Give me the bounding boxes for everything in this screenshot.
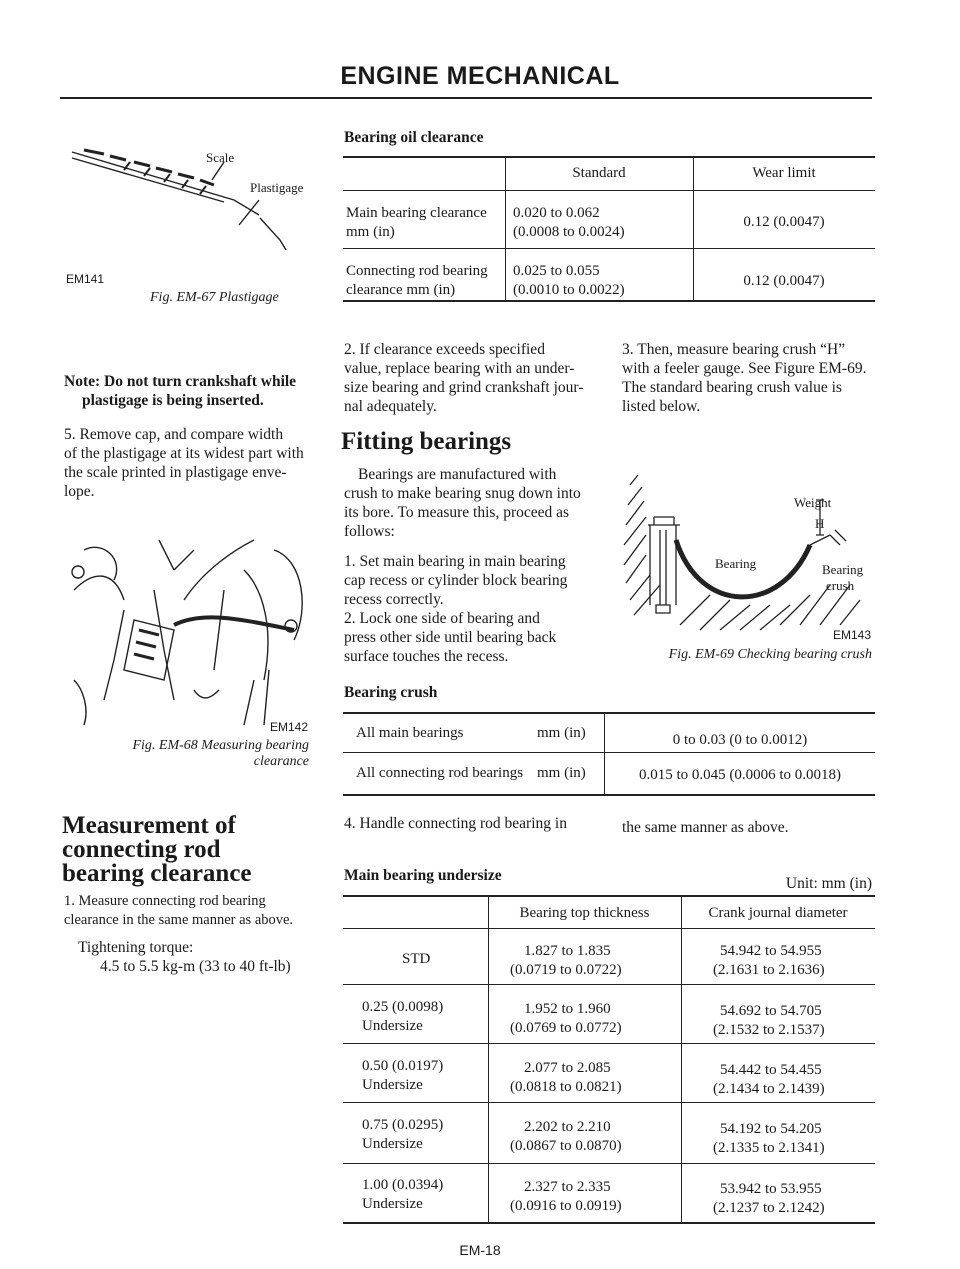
torque-value: 4.5 to 5.5 kg-m (33 to 40 ft-lb) bbox=[100, 958, 291, 975]
plastigage-figure bbox=[64, 140, 314, 290]
fitting-step-line: surface touches the recess. bbox=[344, 648, 509, 665]
row-rod-unit: clearance mm (in) bbox=[346, 282, 456, 298]
bearing-crush-label: Bearing bbox=[822, 562, 864, 577]
col-header-standard: Standard bbox=[572, 165, 626, 181]
scale-label: Scale bbox=[206, 150, 235, 165]
fitting-step-line: press other side until bearing back bbox=[344, 629, 557, 646]
undersize-row-journal-in: (2.1631 to 2.1636) bbox=[713, 962, 825, 978]
measurement-step-1-line: clearance in the same manner as above. bbox=[64, 912, 294, 928]
fig-caption-em69: Fig. EM-69 Checking bearing crush bbox=[668, 647, 872, 662]
table-rule bbox=[488, 895, 489, 1224]
table-rule bbox=[343, 248, 875, 249]
header-rule bbox=[60, 97, 872, 99]
crush-rod-unit: mm (in) bbox=[537, 765, 586, 781]
row-rod-name: Connecting rod bearing bbox=[346, 263, 488, 279]
table-rule bbox=[343, 1163, 875, 1164]
measurement-step-1-line: 1. Measure connecting rod bearing bbox=[64, 893, 266, 909]
fig-caption-em68-line2: clearance bbox=[253, 754, 309, 769]
oil-clearance-title: Bearing oil clearance bbox=[344, 129, 484, 146]
fitting-intro-line: its bore. To measure this, proceed as bbox=[344, 504, 570, 521]
step-5-line: 5. Remove cap, and compare width bbox=[64, 426, 284, 443]
undersize-row-size: STD bbox=[402, 951, 431, 967]
table-rule bbox=[343, 928, 875, 929]
undersize-row-size: 0.75 (0.0295) bbox=[362, 1117, 444, 1133]
crush-rod-name: All connecting rod bearings bbox=[356, 765, 524, 781]
bearing-crush-figure bbox=[620, 465, 875, 645]
step-3-line: listed below. bbox=[622, 398, 701, 415]
undersize-row-journal: 54.192 to 54.205 bbox=[720, 1121, 822, 1137]
undersize-row-journal: 53.942 to 53.955 bbox=[720, 1181, 822, 1197]
undersize-row-thickness-in: (0.0867 to 0.0870) bbox=[510, 1138, 622, 1154]
undersize-row-journal: 54.692 to 54.705 bbox=[720, 1003, 822, 1019]
note-line-2: plastigage is being inserted. bbox=[82, 392, 264, 409]
row-rod-standard-in: (0.0010 to 0.0022) bbox=[513, 282, 625, 298]
measurement-heading-line: Measurement of bbox=[62, 812, 236, 839]
crush-main-name: All main bearings bbox=[356, 725, 464, 741]
undersize-row-size: 0.25 (0.0098) bbox=[362, 999, 444, 1015]
fitting-steps bbox=[344, 552, 590, 666]
step-5-line: lope. bbox=[64, 483, 95, 500]
page-number: EM-18 bbox=[459, 1242, 501, 1258]
fig-caption-em67: Fig. EM-67 Plastigage bbox=[150, 290, 279, 305]
fitting-step-line: 2. Lock one side of bearing and bbox=[344, 610, 540, 627]
table-rule bbox=[343, 156, 875, 158]
measurement-heading-line: connecting rod bbox=[62, 836, 221, 863]
bearing-label: Bearing bbox=[715, 556, 757, 571]
step-4-right: the same manner as above. bbox=[622, 819, 789, 836]
undersize-row-journal-in: (2.1335 to 2.1341) bbox=[713, 1140, 825, 1156]
undersize-row-thickness-in: (0.0719 to 0.0722) bbox=[510, 962, 622, 978]
undersize-row-label: Undersize bbox=[362, 1136, 423, 1152]
fitting-bearings-heading: Fitting bearings bbox=[341, 428, 512, 455]
undersize-row-journal: 54.442 to 54.455 bbox=[720, 1062, 822, 1078]
row-main-name: Main bearing clearance bbox=[346, 205, 487, 221]
undersize-row-thickness: 2.077 to 2.085 bbox=[524, 1060, 611, 1076]
step-3-paragraph bbox=[622, 340, 872, 416]
row-main-standard: 0.020 to 0.062 bbox=[513, 205, 600, 221]
plastigage-label: Plastigage bbox=[250, 180, 304, 195]
step-5-line: of the plastigage at its widest part with bbox=[64, 445, 304, 462]
table-rule bbox=[343, 1102, 875, 1103]
bearing-crush-title: Bearing crush bbox=[344, 684, 438, 701]
row-main-wear: 0.12 (0.0047) bbox=[743, 214, 825, 230]
col-header-journal: Crank journal diameter bbox=[708, 905, 848, 921]
table-rule bbox=[343, 712, 875, 714]
undersize-title: Main bearing undersize bbox=[344, 867, 502, 884]
fitting-intro-line: Bearings are manufactured with bbox=[358, 466, 557, 483]
table-rule bbox=[343, 1043, 875, 1044]
weight-label: Weight bbox=[794, 495, 832, 510]
undersize-row-thickness-in: (0.0818 to 0.0821) bbox=[510, 1079, 622, 1095]
measuring-bearing-figure bbox=[64, 530, 314, 730]
step-2-line: size bearing and grind crankshaft jour- bbox=[344, 379, 584, 396]
undersize-row-label: Undersize bbox=[362, 1018, 423, 1034]
note-line-1: Note: Do not turn crankshaft while bbox=[64, 373, 297, 390]
col-header-wear-limit: Wear limit bbox=[752, 165, 816, 181]
row-main-standard-in: (0.0008 to 0.0024) bbox=[513, 224, 625, 240]
table-rule bbox=[343, 190, 875, 191]
step-5-paragraph bbox=[64, 425, 309, 501]
step-3-line: with a feeler gauge. See Figure EM-69. bbox=[622, 360, 867, 377]
fig-code-em142: EM142 bbox=[270, 720, 309, 734]
table-rule bbox=[343, 895, 875, 897]
step-4-left: 4. Handle connecting rod bearing in bbox=[344, 815, 567, 832]
row-rod-wear: 0.12 (0.0047) bbox=[743, 273, 825, 289]
step-2-line: value, replace bearing with an under- bbox=[344, 360, 575, 377]
undersize-row-journal-in: (2.1434 to 2.1439) bbox=[713, 1081, 825, 1097]
row-main-unit: mm (in) bbox=[346, 224, 395, 240]
undersize-row-journal: 54.942 to 54.955 bbox=[720, 943, 822, 959]
fitting-step-line: recess correctly. bbox=[344, 591, 444, 608]
undersize-row-thickness: 2.327 to 2.335 bbox=[524, 1179, 611, 1195]
undersize-row-journal-in: (2.1237 to 2.1242) bbox=[713, 1200, 825, 1216]
crush-main-unit: mm (in) bbox=[537, 725, 586, 741]
measurement-step-1 bbox=[64, 892, 314, 930]
table-rule bbox=[343, 1222, 875, 1224]
step-2-line: nal adequately. bbox=[344, 398, 437, 415]
fitting-step-line: cap recess or cylinder block bearing bbox=[344, 572, 568, 589]
undersize-unit: Unit: mm (in) bbox=[785, 875, 872, 892]
col-header-thickness: Bearing top thickness bbox=[519, 905, 650, 921]
undersize-row-thickness-in: (0.0769 to 0.0772) bbox=[510, 1020, 622, 1036]
h-label: H bbox=[815, 516, 825, 531]
fitting-intro bbox=[358, 465, 590, 484]
crush-label: crush bbox=[826, 578, 855, 593]
torque-label: Tightening torque: bbox=[78, 939, 194, 956]
step-2-paragraph bbox=[344, 340, 589, 416]
fitting-step-line: 1. Set main bearing in main bearing bbox=[344, 553, 566, 570]
step-5-line: the scale printed in plastigage enve- bbox=[64, 464, 287, 481]
row-rod-standard: 0.025 to 0.055 bbox=[513, 263, 600, 279]
table-rule bbox=[343, 300, 875, 302]
fitting-intro-line: follows: bbox=[344, 523, 395, 540]
table-rule bbox=[681, 895, 682, 1224]
step-2-line: 2. If clearance exceeds specified bbox=[344, 341, 545, 358]
measurement-heading bbox=[62, 814, 322, 886]
page-header-title: ENGINE MECHANICAL bbox=[340, 62, 620, 90]
undersize-row-thickness: 1.952 to 1.960 bbox=[524, 1001, 611, 1017]
table-rule bbox=[343, 984, 875, 985]
undersize-row-label: Undersize bbox=[362, 1196, 423, 1212]
step-3-line: 3. Then, measure bearing crush “H” bbox=[622, 341, 846, 358]
fig-code-em143: EM143 bbox=[833, 628, 872, 642]
crush-rod-value: 0.015 to 0.045 (0.0006 to 0.0018) bbox=[638, 767, 842, 783]
measurement-heading-line: bearing clearance bbox=[62, 860, 252, 887]
fig-code-em141: EM141 bbox=[66, 272, 105, 286]
undersize-row-size: 1.00 (0.0394) bbox=[362, 1177, 444, 1193]
fitting-intro-cont bbox=[344, 484, 590, 541]
fig-caption-em68-line1: Fig. EM-68 Measuring bearing bbox=[132, 738, 309, 753]
undersize-row-label: Undersize bbox=[362, 1077, 423, 1093]
undersize-row-thickness: 2.202 to 2.210 bbox=[524, 1119, 611, 1135]
table-rule bbox=[343, 752, 875, 753]
undersize-row-size: 0.50 (0.0197) bbox=[362, 1058, 444, 1074]
fitting-intro-line: crush to make bearing snug down into bbox=[344, 485, 581, 502]
step-3-line: The standard bearing crush value is bbox=[622, 379, 842, 396]
crush-main-value: 0 to 0.03 (0 to 0.0012) bbox=[672, 732, 808, 748]
undersize-row-thickness-in: (0.0916 to 0.0919) bbox=[510, 1198, 622, 1214]
table-rule bbox=[343, 794, 875, 796]
undersize-row-journal-in: (2.1532 to 2.1537) bbox=[713, 1022, 825, 1038]
undersize-row-thickness: 1.827 to 1.835 bbox=[524, 943, 611, 959]
